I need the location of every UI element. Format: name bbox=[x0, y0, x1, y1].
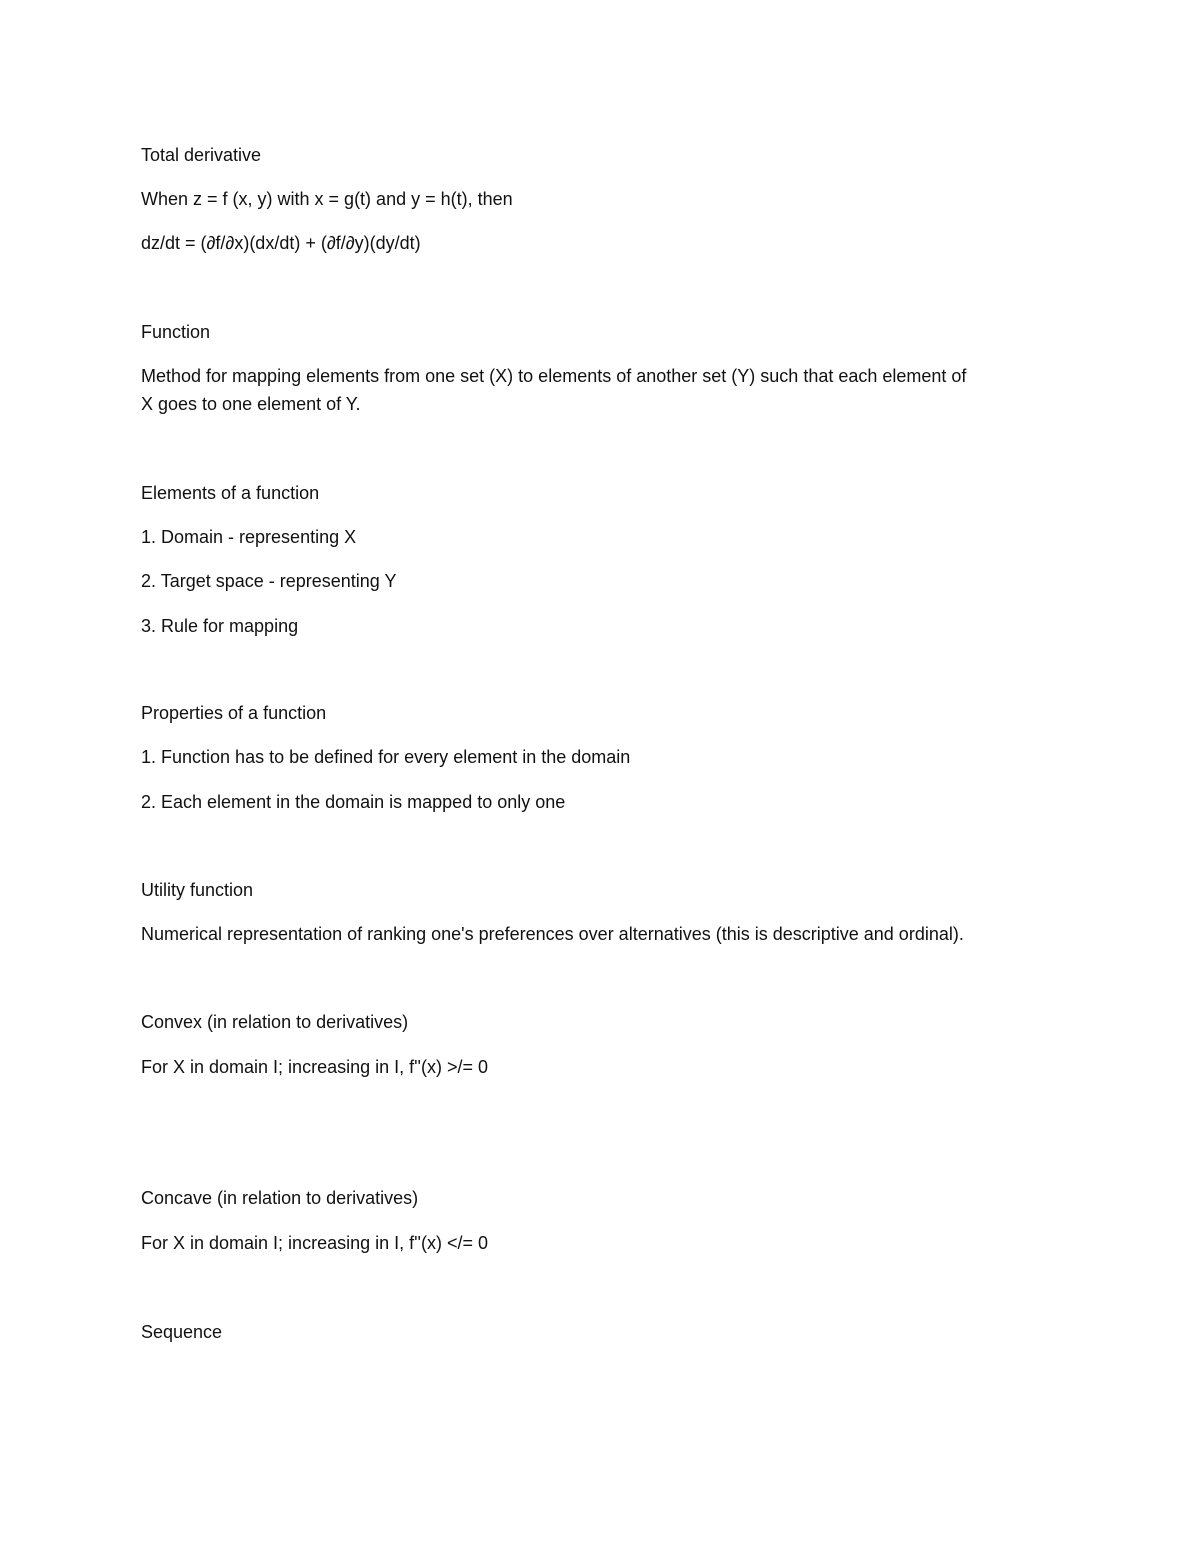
paragraph: For X in domain I; increasing in I, f''(x) </= 0 bbox=[141, 1233, 489, 1253]
heading-concave: Concave (in relation to derivatives) bbox=[141, 1188, 419, 1208]
heading-total-derivative: Total derivative bbox=[141, 145, 262, 165]
list-item: 2. Target space - representing Y bbox=[141, 571, 397, 591]
list-item: 1. Domain - representing X bbox=[141, 527, 357, 547]
heading-properties: Properties of a function bbox=[141, 703, 327, 723]
paragraph: Method for mapping elements from one set (X) to elements of another set (Y) such that each element of bbox=[141, 366, 967, 386]
paragraph: Numerical representation of ranking one's preferences over alternatives (this is descriptive and ordinal). bbox=[141, 924, 964, 944]
formula: dz/dt = (∂f/∂x)(dx/dt) + (∂f/∂y)(dy/dt) bbox=[141, 233, 421, 253]
list-item: 1. Function has to be defined for every element in the domain bbox=[141, 747, 631, 767]
list-item: 3. Rule for mapping bbox=[141, 616, 299, 636]
heading-utility: Utility function bbox=[141, 880, 254, 900]
heading-function: Function bbox=[141, 322, 211, 342]
heading-elements: Elements of a function bbox=[141, 483, 320, 503]
paragraph: For X in domain I; increasing in I, f''(x) >/= 0 bbox=[141, 1057, 489, 1077]
heading-convex: Convex (in relation to derivatives) bbox=[141, 1012, 409, 1032]
list-item: 2. Each element in the domain is mapped to only one bbox=[141, 792, 566, 812]
paragraph: X goes to one element of Y. bbox=[141, 394, 361, 414]
paragraph: When z = f (x, y) with x = g(t) and y = h(t), then bbox=[141, 189, 513, 209]
heading-sequence: Sequence bbox=[141, 1322, 223, 1342]
